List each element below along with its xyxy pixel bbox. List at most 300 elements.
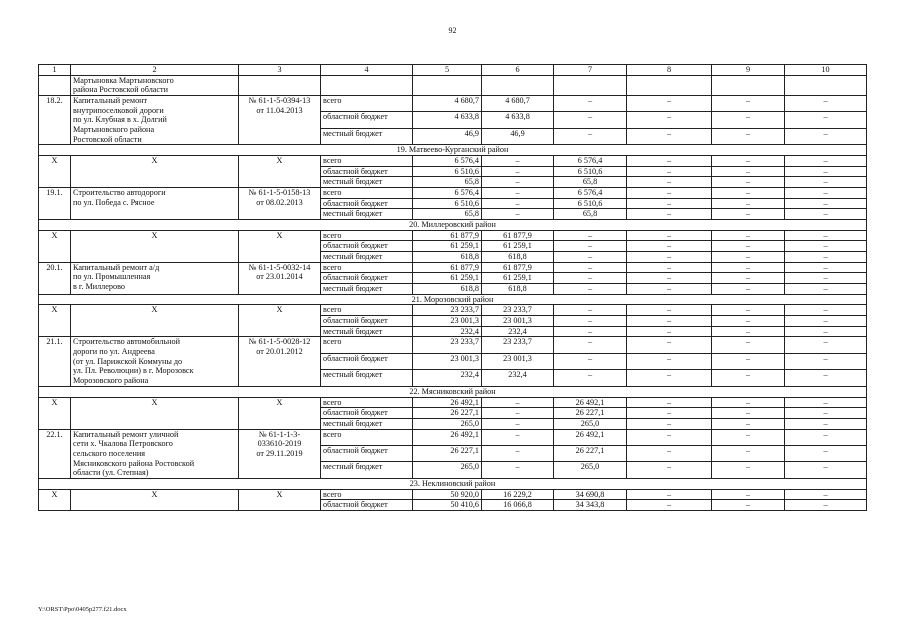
item-name xyxy=(71,429,239,478)
value-cell-col8: – xyxy=(627,370,712,386)
value-cell-col9: – xyxy=(712,429,785,445)
item-doc-line: 033610-2019 xyxy=(257,439,302,449)
value-cell-col8: – xyxy=(627,353,712,369)
district-title: 20. Миллеровский район xyxy=(39,220,867,231)
value-cell-col10: – xyxy=(785,462,867,478)
item-doc-line: № 61-1-5-0032-14 xyxy=(248,262,311,272)
item-doc-line: от 20.01.2012 xyxy=(256,347,303,357)
value-cell-col9: – xyxy=(712,397,785,408)
item-name-line: Строительство автомобильной xyxy=(73,337,180,347)
value-cell-col9: – xyxy=(712,230,785,241)
x-name-cell: Х xyxy=(71,305,239,337)
value-cell-total: 232,4 xyxy=(413,370,482,386)
header-cell: 2 xyxy=(71,65,239,76)
item-doc-line: № 61-1-5-0028-12 xyxy=(248,337,311,347)
item-name-line: Капитальный ремонт уличной xyxy=(73,429,179,439)
value-cell-col6: – xyxy=(482,462,554,478)
value-cell-col9: – xyxy=(712,96,785,112)
value-cell-col6: – xyxy=(482,198,554,209)
header-cell: 4 xyxy=(321,65,413,76)
value-cell-total: 26 492,1 xyxy=(413,429,482,445)
value-cell-col7: – xyxy=(554,370,627,386)
item-name-line: Строительство автодороги xyxy=(73,188,166,198)
x-num-cell: Х xyxy=(39,305,71,337)
header-cell: 8 xyxy=(627,65,712,76)
value-cell-col6: 61 259,1 xyxy=(482,241,554,252)
value-cell-col7: 265,0 xyxy=(554,418,627,429)
value-cell-col9: – xyxy=(712,418,785,429)
value-cell-col7: 34 690,8 xyxy=(554,489,627,500)
value-cell-col6: – xyxy=(482,408,554,419)
header-cell: 5 xyxy=(413,65,482,76)
value-cell-col9: – xyxy=(712,284,785,295)
value-cell-col8: – xyxy=(627,177,712,188)
source-cell: областной бюджет xyxy=(321,353,413,369)
value-cell-col7: 6 510,6 xyxy=(554,166,627,177)
source-cell: местный бюджет xyxy=(321,128,413,144)
item-name xyxy=(71,188,239,220)
value-cell-col6: – xyxy=(482,429,554,445)
source-cell: местный бюджет xyxy=(321,209,413,220)
budget-table xyxy=(38,64,867,511)
table-row xyxy=(39,96,867,112)
table-row xyxy=(39,305,867,316)
value-cell-col10: – xyxy=(785,241,867,252)
district-row xyxy=(39,294,867,305)
value-cell-total: 23 233,7 xyxy=(413,305,482,316)
item-doc-line: № 61-1-1-3- xyxy=(258,429,301,439)
header-cell: 1 xyxy=(39,65,71,76)
table-row xyxy=(39,188,867,199)
value-cell-total: 618,8 xyxy=(413,284,482,295)
value-cell-col8: – xyxy=(627,408,712,419)
source-cell: всего xyxy=(321,429,413,445)
value-cell-col6: – xyxy=(482,445,554,461)
source-cell: местный бюджет xyxy=(321,370,413,386)
x-name-cell: Х xyxy=(71,397,239,429)
value-cell-total: 6 510,6 xyxy=(413,198,482,209)
value-cell-total: 50 920,0 xyxy=(413,489,482,500)
table-body xyxy=(39,65,867,511)
value-cell-col7: 65,8 xyxy=(554,209,627,220)
value-cell-col9: – xyxy=(712,445,785,461)
value-cell-col7: 26 492,1 xyxy=(554,397,627,408)
source-cell: местный бюджет xyxy=(321,252,413,263)
value-cell-col6: 23 233,7 xyxy=(482,305,554,316)
value-cell-total: 4 680,7 xyxy=(413,96,482,112)
value-cell-col7: – xyxy=(554,273,627,284)
item-name-line: Капитальный ремонт xyxy=(73,96,148,106)
value-cell-total: 23 233,7 xyxy=(413,337,482,353)
value-cell-col8: – xyxy=(627,112,712,128)
item-doc xyxy=(239,96,321,145)
value-cell-col10: – xyxy=(785,284,867,295)
source-cell: областной бюджет xyxy=(321,273,413,284)
source-cell: местный бюджет xyxy=(321,284,413,295)
item-doc-line: от 11.04.2013 xyxy=(256,105,303,115)
header-row xyxy=(39,65,867,76)
item-name xyxy=(71,262,239,294)
value-cell-col9: – xyxy=(712,353,785,369)
value-cell-col8: – xyxy=(627,166,712,177)
item-number: 18.2. xyxy=(39,96,71,145)
value-cell-col7: – xyxy=(554,305,627,316)
district-title: 22. Мясниковский район xyxy=(39,386,867,397)
value-cell-col10: – xyxy=(785,262,867,273)
value-cell-col10: – xyxy=(785,500,867,511)
value-cell-col7: 6 576,4 xyxy=(554,188,627,199)
item-name-continued-line: района Ростовской области xyxy=(73,85,169,95)
value-cell-col10: – xyxy=(785,353,867,369)
source-cell: всего xyxy=(321,397,413,408)
source-cell: областной бюджет xyxy=(321,166,413,177)
source-cell: всего xyxy=(321,96,413,112)
source-cell: всего xyxy=(321,262,413,273)
x-num-cell: Х xyxy=(39,156,71,188)
source-cell: всего xyxy=(321,230,413,241)
value-cell-col9: – xyxy=(712,326,785,337)
value-cell-col8: – xyxy=(627,284,712,295)
value-cell-total: 265,0 xyxy=(413,418,482,429)
value-cell-col6: 618,8 xyxy=(482,284,554,295)
value-cell-col9: – xyxy=(712,462,785,478)
item-number: 21.1. xyxy=(39,337,71,386)
value-cell-col10: – xyxy=(785,326,867,337)
value-cell-col7: – xyxy=(554,230,627,241)
value-cell-total: 23 001,3 xyxy=(413,316,482,327)
source-cell: областной бюджет xyxy=(321,316,413,327)
value-cell-col10: – xyxy=(785,177,867,188)
value-cell-col8: – xyxy=(627,305,712,316)
source-cell: местный бюджет xyxy=(321,326,413,337)
value-cell-col10: – xyxy=(785,418,867,429)
item-number: 22.1. xyxy=(39,429,71,478)
value-cell-col7: 34 343,8 xyxy=(554,500,627,511)
x-name-cell: Х xyxy=(71,156,239,188)
table-row xyxy=(39,156,867,167)
value-cell-col8: – xyxy=(627,316,712,327)
item-name-line: Ростовской области xyxy=(73,134,142,144)
value-cell-col9: – xyxy=(712,252,785,263)
value-cell-col9: – xyxy=(712,112,785,128)
value-cell-col10: – xyxy=(785,128,867,144)
value-cell-col8: – xyxy=(627,418,712,429)
item-name-line: в г. Миллерово xyxy=(73,282,125,292)
value-cell-total: 265,0 xyxy=(413,462,482,478)
value-cell-col9: – xyxy=(712,305,785,316)
item-doc-line: от 29.11.2019 xyxy=(256,448,303,458)
item-doc-line: от 23.01.2014 xyxy=(256,272,303,282)
x-doc-cell: Х xyxy=(239,230,321,262)
empty-cell xyxy=(554,75,627,95)
source-cell: областной бюджет xyxy=(321,408,413,419)
district-title: 21. Морозовский район xyxy=(39,294,867,305)
item-name xyxy=(71,337,239,386)
value-cell-col8: – xyxy=(627,489,712,500)
value-cell-col7: – xyxy=(554,353,627,369)
value-cell-col9: – xyxy=(712,198,785,209)
value-cell-col7: – xyxy=(554,128,627,144)
value-cell-col10: – xyxy=(785,230,867,241)
item-number xyxy=(39,75,71,95)
empty-cell xyxy=(239,75,321,95)
header-cell: 9 xyxy=(712,65,785,76)
item-name-line: дороги по ул. Андреева xyxy=(73,347,155,357)
value-cell-total: 232,4 xyxy=(413,326,482,337)
source-cell: областной бюджет xyxy=(321,241,413,252)
value-cell-col9: – xyxy=(712,337,785,353)
district-title: 23. Неклиновский район xyxy=(39,478,867,489)
value-cell-total: 65,8 xyxy=(413,177,482,188)
item-name-line: сети х. Чкалова Петровского xyxy=(73,439,173,449)
value-cell-col7: 26 492,1 xyxy=(554,429,627,445)
value-cell-col8: – xyxy=(627,445,712,461)
header-cell: 3 xyxy=(239,65,321,76)
value-cell-col10: – xyxy=(785,188,867,199)
value-cell-col9: – xyxy=(712,316,785,327)
value-cell-col7: – xyxy=(554,316,627,327)
x-num-cell: Х xyxy=(39,230,71,262)
value-cell-col10: – xyxy=(785,96,867,112)
value-cell-col10: – xyxy=(785,370,867,386)
value-cell-col8: – xyxy=(627,96,712,112)
value-cell-col7: – xyxy=(554,284,627,295)
value-cell-col9: – xyxy=(712,188,785,199)
value-cell-col10: – xyxy=(785,489,867,500)
x-doc-cell: Х xyxy=(239,489,321,510)
value-cell-col6: 23 001,3 xyxy=(482,316,554,327)
value-cell-col9: – xyxy=(712,128,785,144)
value-cell-col9: – xyxy=(712,177,785,188)
table-row xyxy=(39,489,867,500)
item-name xyxy=(71,96,239,145)
empty-cell xyxy=(413,75,482,95)
source-cell: всего xyxy=(321,188,413,199)
value-cell-col10: – xyxy=(785,305,867,316)
district-title: 19. Матвеево-Курганский район xyxy=(39,145,867,156)
value-cell-col10: – xyxy=(785,166,867,177)
item-name-line: Мясниковского района Ростовской xyxy=(73,458,195,468)
value-cell-col7: – xyxy=(554,262,627,273)
value-cell-col6: 46,9 xyxy=(482,128,554,144)
district-row xyxy=(39,386,867,397)
value-cell-col9: – xyxy=(712,489,785,500)
item-doc xyxy=(239,429,321,478)
value-cell-total: 6 510,6 xyxy=(413,166,482,177)
value-cell-col8: – xyxy=(627,326,712,337)
value-cell-col10: – xyxy=(785,316,867,327)
item-number: 19.1. xyxy=(39,188,71,220)
item-name-line: (от ул. Парижской Коммуны до xyxy=(73,356,183,366)
value-cell-total: 618,8 xyxy=(413,252,482,263)
value-cell-col6: – xyxy=(482,209,554,220)
value-cell-col8: – xyxy=(627,188,712,199)
item-name-line: Капитальный ремонт а/д xyxy=(73,262,160,272)
value-cell-col6: 4 680,7 xyxy=(482,96,554,112)
x-name-cell: Х xyxy=(71,230,239,262)
value-cell-col10: – xyxy=(785,337,867,353)
value-cell-total: 61 259,1 xyxy=(413,241,482,252)
value-cell-col8: – xyxy=(627,262,712,273)
item-name-line: области (ул. Степная) xyxy=(73,468,149,478)
value-cell-col6: 16 066,8 xyxy=(482,500,554,511)
value-cell-col6: – xyxy=(482,177,554,188)
value-cell-col8: – xyxy=(627,209,712,220)
value-cell-col7: 6 576,4 xyxy=(554,156,627,167)
item-name-line: по ул. Промышленная xyxy=(73,272,151,282)
source-cell: областной бюджет xyxy=(321,500,413,511)
value-cell-total: 61 259,1 xyxy=(413,273,482,284)
value-cell-total: 61 877,9 xyxy=(413,262,482,273)
value-cell-total: 26 492,1 xyxy=(413,397,482,408)
value-cell-col6: 23 001,3 xyxy=(482,353,554,369)
source-cell: областной бюджет xyxy=(321,112,413,128)
value-cell-col8: – xyxy=(627,429,712,445)
value-cell-col6: – xyxy=(482,166,554,177)
value-cell-col8: – xyxy=(627,273,712,284)
district-row xyxy=(39,478,867,489)
value-cell-col9: – xyxy=(712,370,785,386)
value-cell-total: 23 001,3 xyxy=(413,353,482,369)
value-cell-col9: – xyxy=(712,273,785,284)
value-cell-col6: 61 877,9 xyxy=(482,262,554,273)
source-cell: местный бюджет xyxy=(321,177,413,188)
table-row xyxy=(39,429,867,445)
value-cell-total: 26 227,1 xyxy=(413,408,482,419)
item-doc-line: от 08.02.2013 xyxy=(256,197,303,207)
value-cell-col9: – xyxy=(712,156,785,167)
value-cell-col7: 265,0 xyxy=(554,462,627,478)
item-doc xyxy=(239,337,321,386)
item-name-line: Морозовского района xyxy=(73,376,149,386)
footer-file-path: Y:\ORST\Ppo\0405p277.f21.docx xyxy=(38,606,127,613)
value-cell-total: 61 877,9 xyxy=(413,230,482,241)
value-cell-col7: 26 227,1 xyxy=(554,408,627,419)
value-cell-col9: – xyxy=(712,500,785,511)
value-cell-col10: – xyxy=(785,273,867,284)
item-number: 20.1. xyxy=(39,262,71,294)
value-cell-col8: – xyxy=(627,397,712,408)
value-cell-col7: – xyxy=(554,96,627,112)
value-cell-col10: – xyxy=(785,209,867,220)
value-cell-total: 65,8 xyxy=(413,209,482,220)
value-cell-total: 26 227,1 xyxy=(413,445,482,461)
x-num-cell: Х xyxy=(39,489,71,510)
x-doc-cell: Х xyxy=(239,156,321,188)
item-name-line: по ул. Клубная в х. Долгий xyxy=(73,115,167,125)
source-cell: областной бюджет xyxy=(321,198,413,209)
table-row xyxy=(39,75,867,95)
value-cell-col10: – xyxy=(785,112,867,128)
value-cell-col6: 232,4 xyxy=(482,326,554,337)
value-cell-col7: – xyxy=(554,326,627,337)
value-cell-col7: 6 510,6 xyxy=(554,198,627,209)
value-cell-col8: – xyxy=(627,198,712,209)
value-cell-col10: – xyxy=(785,156,867,167)
value-cell-total: 6 576,4 xyxy=(413,188,482,199)
value-cell-col6: 232,4 xyxy=(482,370,554,386)
source-cell: всего xyxy=(321,156,413,167)
value-cell-col6: – xyxy=(482,156,554,167)
x-num-cell: Х xyxy=(39,397,71,429)
value-cell-col7: – xyxy=(554,241,627,252)
item-name-line: ул. Пл. Революции) в г. Морозовск xyxy=(73,366,194,376)
value-cell-col6: 61 259,1 xyxy=(482,273,554,284)
district-row xyxy=(39,220,867,231)
table-row xyxy=(39,262,867,273)
district-row xyxy=(39,145,867,156)
table-row xyxy=(39,397,867,408)
item-doc-line: № 61-1-5-0158-13 xyxy=(248,188,311,198)
source-cell: местный бюджет xyxy=(321,462,413,478)
source-cell: всего xyxy=(321,489,413,500)
value-cell-col6: 618,8 xyxy=(482,252,554,263)
value-cell-col8: – xyxy=(627,230,712,241)
empty-cell xyxy=(627,75,712,95)
value-cell-col7: – xyxy=(554,337,627,353)
header-cell: 6 xyxy=(482,65,554,76)
empty-cell xyxy=(482,75,554,95)
value-cell-col9: – xyxy=(712,408,785,419)
value-cell-total: 4 633,8 xyxy=(413,112,482,128)
value-cell-col10: – xyxy=(785,198,867,209)
value-cell-col10: – xyxy=(785,445,867,461)
value-cell-col6: – xyxy=(482,418,554,429)
x-name-cell: Х xyxy=(71,489,239,510)
empty-cell xyxy=(321,75,413,95)
x-doc-cell: Х xyxy=(239,397,321,429)
value-cell-total: 6 576,4 xyxy=(413,156,482,167)
value-cell-col8: – xyxy=(627,462,712,478)
item-name-continued-line: Мартыновка Мартыновского xyxy=(73,75,174,85)
value-cell-col8: – xyxy=(627,241,712,252)
value-cell-col8: – xyxy=(627,252,712,263)
page-number: 92 xyxy=(448,26,457,35)
table-row xyxy=(39,230,867,241)
item-doc xyxy=(239,262,321,294)
source-cell: всего xyxy=(321,305,413,316)
value-cell-col9: – xyxy=(712,209,785,220)
value-cell-col6: – xyxy=(482,188,554,199)
value-cell-col7: – xyxy=(554,112,627,128)
header-cell: 10 xyxy=(785,65,867,76)
value-cell-col6: – xyxy=(482,397,554,408)
value-cell-col8: – xyxy=(627,156,712,167)
item-name-continued xyxy=(71,75,239,95)
value-cell-col10: – xyxy=(785,408,867,419)
item-doc xyxy=(239,188,321,220)
value-cell-col6: 16 229,2 xyxy=(482,489,554,500)
value-cell-col9: – xyxy=(712,262,785,273)
value-cell-col7: – xyxy=(554,252,627,263)
value-cell-col6: 61 877,9 xyxy=(482,230,554,241)
source-cell: местный бюджет xyxy=(321,418,413,429)
empty-cell xyxy=(712,75,785,95)
item-name-line: сельского поселения xyxy=(73,448,146,458)
source-cell: всего xyxy=(321,337,413,353)
item-name-line: Мартыновского района xyxy=(73,125,155,135)
header-cell: 7 xyxy=(554,65,627,76)
table-row xyxy=(39,337,867,353)
value-cell-col6: 4 633,8 xyxy=(482,112,554,128)
value-cell-col9: – xyxy=(712,241,785,252)
value-cell-col9: – xyxy=(712,166,785,177)
x-doc-cell: Х xyxy=(239,305,321,337)
value-cell-total: 50 410,6 xyxy=(413,500,482,511)
item-name-line: внутрипоселковой дороги xyxy=(73,105,164,115)
value-cell-col10: – xyxy=(785,252,867,263)
value-cell-col8: – xyxy=(627,128,712,144)
